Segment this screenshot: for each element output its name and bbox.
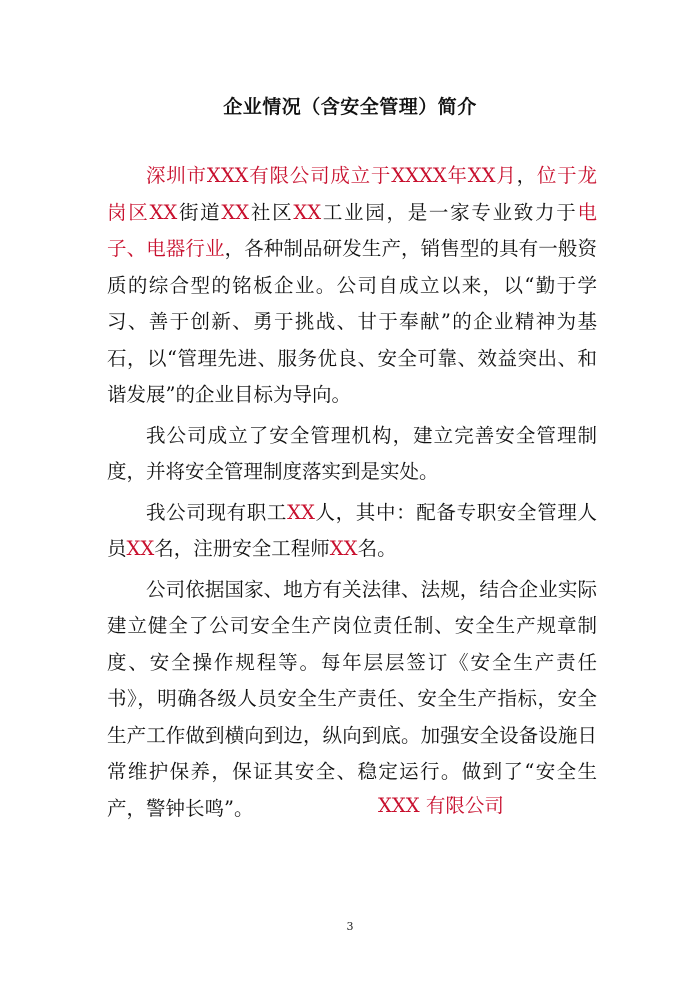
community-placeholder: XX (221, 200, 250, 224)
paragraph-safety-organization: 我公司成立了安全管理机构，建立完善安全管理制度，并将安全管理制度落实到是实处。 (107, 423, 597, 483)
staff-text: 我公司现有职工 (146, 500, 288, 524)
month-unit: 月 (495, 164, 517, 187)
engineer-text: 名，注册安全工程师 (154, 537, 330, 560)
comma: ， (516, 164, 537, 187)
park-text: 工业园，是一家专业致力于 (321, 200, 578, 224)
safety-staff-count-placeholder: XX (126, 537, 155, 560)
safety-staff-text: 人，其中：配备专职安全管理人员 (107, 500, 597, 560)
paragraph-staff (107, 495, 597, 568)
company-signature: XXX 有限公司 (378, 794, 504, 817)
engineer-count-placeholder: XX (329, 537, 358, 560)
engineer-unit: 名。 (357, 537, 397, 560)
year-unit: 年 (446, 164, 468, 187)
city-name: 深圳市 (146, 164, 207, 187)
page-number: 3 (346, 920, 354, 933)
park-placeholder: XX (293, 200, 322, 224)
company-placeholder: XXX (206, 164, 249, 187)
month-placeholder: XX (467, 164, 496, 187)
staff-count-placeholder: XX (287, 500, 315, 524)
industry-text: 电子、电器行业 (107, 200, 597, 260)
paragraph-safety-system: 公司依据国家、地方有关法律、法规，结合企业实际建立健全了公司安全生产岗位责任制、安全生产规章制度、安全操作规程等。每年层层签订《安全生产责任书》，明确各级人员安全生产责任、安全生产指标，安全生产工作做到横向到边，纵向到底。加强安全设备设施日常维护保养，保证其安全、稳定运行。做到了“安全生产，警钟长鸣”。 (107, 577, 597, 820)
document-title: 企业情况（含安全管理）简介 (223, 96, 477, 118)
company-description: ，各种制品研发生产，销售型的具有一般资质的综合型的铭板企业。公司自成立以来，以“勤于学习、善于创新、勇于挑战、甘于奉献”的企业精神为基石，以“管理先进、服务优良、安全可靠、效益突出、和谐发展”的企业目标为导向。 (107, 237, 597, 406)
community-text: 社区 (249, 200, 294, 224)
district-text: 位于龙岗区 (107, 164, 597, 224)
street-text: 街道 (177, 200, 222, 224)
document-body (107, 158, 597, 831)
founded-text: 有限公司成立于 (248, 164, 392, 187)
paragraph-company-intro (107, 158, 597, 414)
year-placeholder: XXXX (391, 164, 447, 187)
street-placeholder: XX (149, 200, 178, 224)
